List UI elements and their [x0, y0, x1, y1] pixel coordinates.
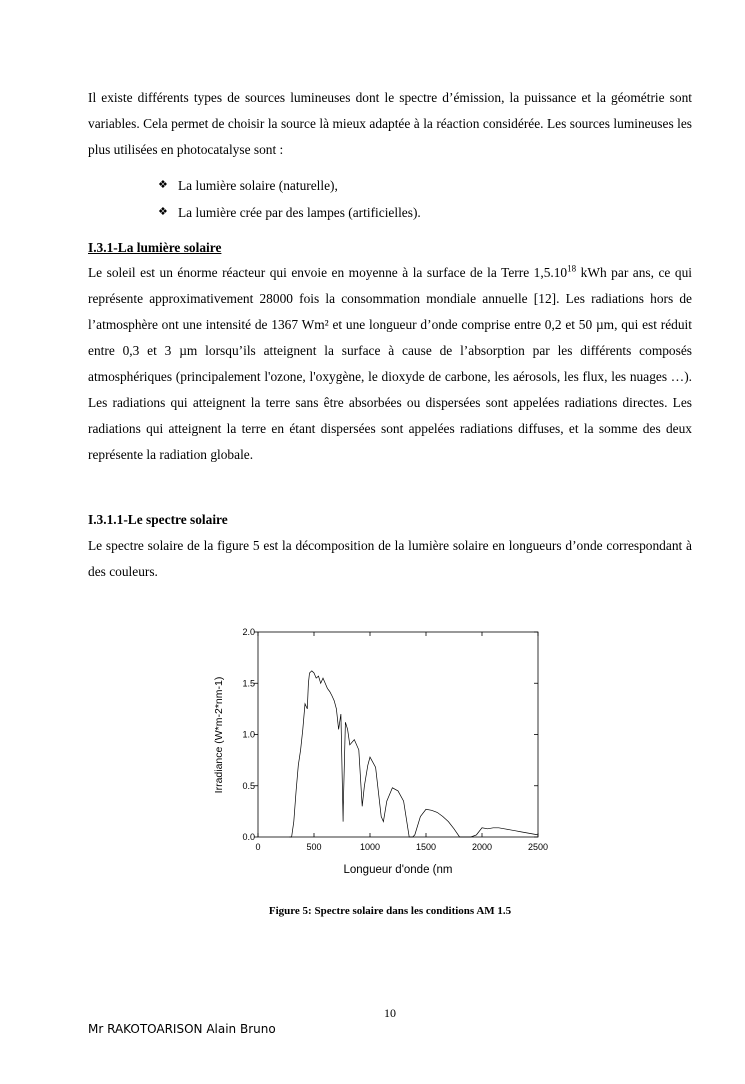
spectrum-line — [289, 671, 538, 837]
y-tick-label: 1.0 — [242, 729, 255, 740]
diamond-bullet-icon: ❖ — [158, 206, 168, 218]
light-sources-list — [158, 172, 421, 226]
diamond-bullet-icon: ❖ — [158, 179, 168, 191]
x-tick-label: 2500 — [527, 842, 549, 852]
x-tick-label: 2000 — [471, 842, 493, 852]
subsection-heading: I.3.1.1-Le spectre solaire — [88, 512, 228, 527]
subsection-paragraph: Le spectre solaire de la figure 5 est la décomposition de la lumière solaire en longueurs d’onde correspondant à des couleurs. — [88, 538, 692, 579]
y-tick-label: 2.0 — [242, 627, 255, 637]
x-tick-label: 1000 — [359, 842, 381, 852]
y-tick-label: 0.0 — [242, 832, 255, 842]
y-axis-label: Irradiance (W*m-2*nm-1) — [213, 676, 225, 794]
intro-paragraph: Il existe différents types de sources lumineuses dont le spectre d’émission, la puissance et la géométrie sont variables. Cela permet de choisir la source là mieux adaptée à la réaction considérée. Les sources lumineuses les plus utilisées en photocatalyse sont : — [88, 90, 692, 157]
page-number: 10 — [384, 1006, 396, 1020]
x-tick-label: 0 — [255, 842, 261, 852]
list-item: ❖ La lumière solaire (naturelle), — [158, 172, 421, 199]
figure-caption: Figure 5: Spectre solaire dans les conditions AM 1.5 — [268, 905, 512, 917]
section-heading: I.3.1-La lumière solaire — [88, 240, 222, 255]
y-tick-label: 1.5 — [242, 678, 255, 689]
section-paragraph: Le soleil est un énorme réacteur qui envoie en moyenne à la surface de la Terre 1,5.10$^{18}$ kWh par ans, ce qui représente approximativement 28000 fois la consommation mondiale annuelle [12]. Les radiations hors de l’atmosphère ont une intensité de 1367 Wm² et une longueur d’onde comprise entre 0,2 et 50 µm, qui est réduit entre 0,3 et 3 µm lorsqu’ils atteignent la surface à cause de l’absorption par les différents composés atmosphériques (principalement l'ozone, l'oxygène, le dioxyde de carbone, les aérosols, les flux, les nuages …). Les radiations qui atteignent la terre sans être absorbées ou dispersées sont appelées radiations directes. Les radiations qui atteignent la terre en étant dispersées sont appelées radiations diffuses, et la somme des deux représente la radiation globale. — [88, 263, 692, 462]
plot-frame — [258, 632, 538, 837]
footer-author: Mr RAKOTOARISON Alain Bruno — [88, 1022, 276, 1036]
x-tick-label: 500 — [306, 842, 322, 852]
list-item: ❖ La lumière crée par des lampes (artificielles). — [158, 199, 421, 226]
x-tick-label: 1500 — [415, 842, 437, 852]
y-tick-label: 0.5 — [242, 780, 255, 791]
solar-spectrum-chart — [205, 615, 565, 885]
x-axis-label: Longueur d'onde (nm — [343, 864, 453, 876]
